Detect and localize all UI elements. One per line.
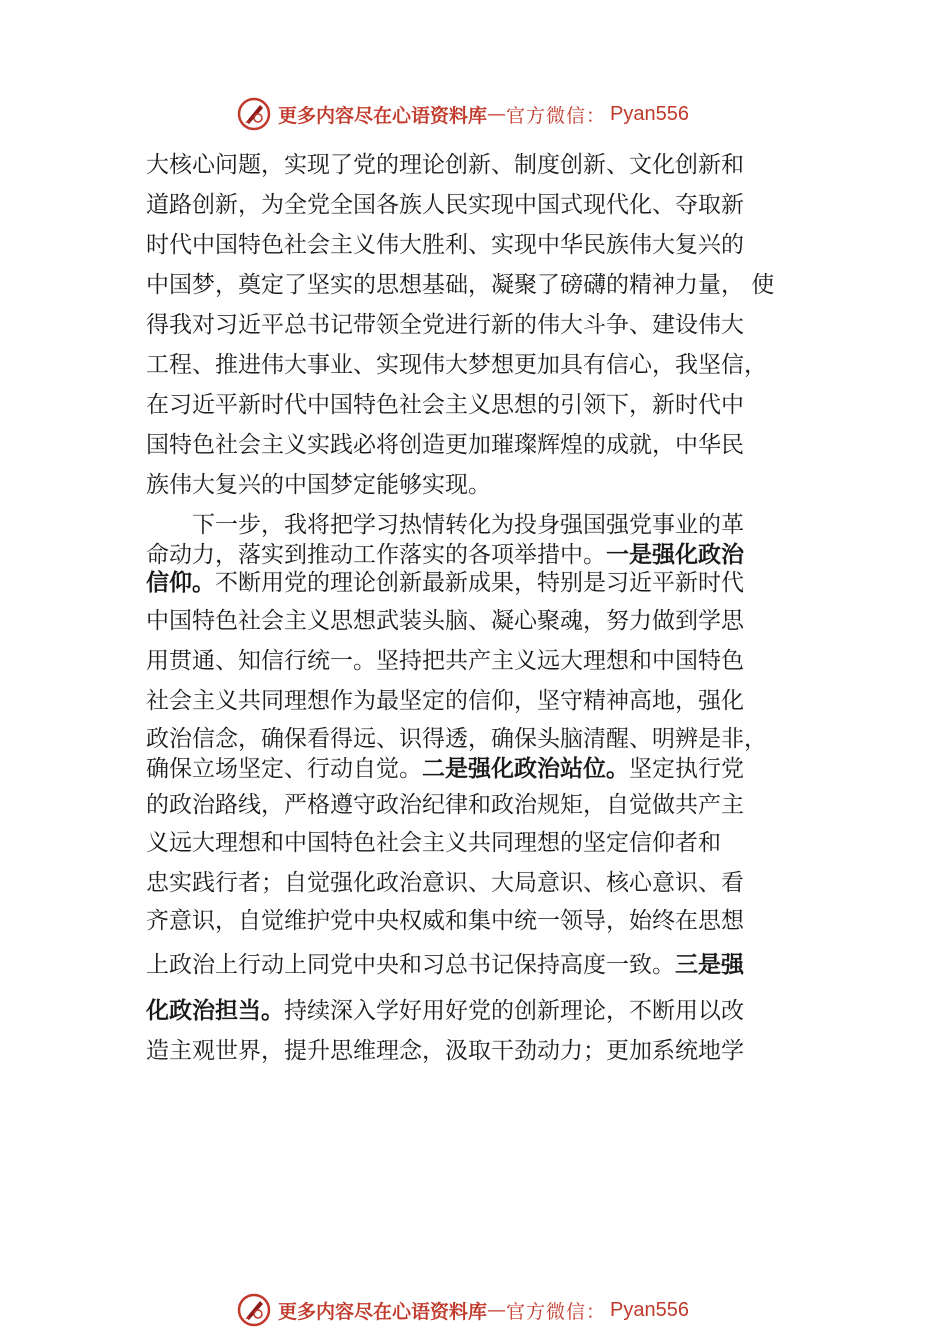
body-line-text: 用贯通、知信行统一。坚持把共产主义远大理想和中国特色 — [146, 648, 744, 674]
body-line-text: 上政治上行动上同党中央和习总书记保持高度一致。 — [146, 952, 675, 978]
body-line-text: 中国梦，奠定了坚实的思想基础，凝聚了磅礴的精神力量， 使 — [146, 272, 775, 298]
header-brand-text: 更多内容尽在心语资料库 — [278, 104, 488, 127]
footer-separator: — — [487, 1299, 507, 1321]
body-line — [146, 430, 744, 460]
body-line — [146, 470, 491, 500]
header-wechat-label: 官方微信： — [506, 104, 607, 127]
body-line-text: 不断用党的理论创新最新成果，特别是习近平新时代 — [215, 570, 744, 596]
header-separator: — — [487, 103, 507, 125]
body-line-text: 大核心问题，实现了党的理论创新、制度创新、文化创新和 — [146, 152, 744, 178]
body-line-text: 命动力，落实到推动工作落实的各项举措中。 — [146, 542, 606, 568]
body-line — [146, 350, 767, 380]
header-wechat-handle: Pyan556 — [610, 102, 689, 125]
body-line-text: 社会主义共同理想作为最坚定的信仰，坚守精神高地，强化 — [146, 688, 744, 714]
pen-nib-logo-icon — [236, 96, 272, 132]
body-line — [146, 950, 744, 980]
body-line-text: 忠实践行者；自觉强化政治意识、大局意识、核心意识、看 — [146, 870, 744, 896]
body-line-text: 族伟大复兴的中国梦定能够实现。 — [146, 472, 491, 498]
footer-banner — [236, 1290, 736, 1330]
body-line — [146, 230, 744, 260]
footer-brand-text: 更多内容尽在心语资料库 — [278, 1300, 488, 1323]
body-line-text: 时代中国特色社会主义伟大胜利、实现中华民族伟大复兴的 — [146, 232, 744, 258]
footer-wechat-label: 官方微信： — [506, 1300, 607, 1323]
body-line — [146, 510, 744, 540]
body-line — [146, 724, 767, 754]
header-banner — [236, 94, 736, 134]
body-line — [146, 906, 744, 936]
body-line-text: 政治信念，确保看得远、识得透，确保头脑清醒、明辨是非， — [146, 726, 767, 752]
body-line — [146, 540, 744, 570]
body-line-text: 齐意识，自觉维护党中央权威和集中统一领导，始终在思想 — [146, 908, 744, 934]
body-line-text: 确保立场坚定、行动自觉。 — [146, 756, 422, 782]
body-line-emphasis: 二是强化政治站位。 — [422, 756, 629, 782]
body-line — [146, 828, 721, 858]
body-line-text: 坚定执行党 — [629, 756, 744, 782]
body-line — [146, 790, 744, 820]
body-line — [146, 1036, 744, 1066]
body-line-text: 下一步，我将把学习热情转化为投身强国强党事业的革 — [146, 512, 744, 538]
body-line — [146, 310, 744, 340]
body-line-text: 道路创新，为全党全国各族人民实现中国式现代化、夺取新 — [146, 192, 744, 218]
body-line — [146, 568, 744, 598]
body-line — [146, 754, 744, 784]
body-line — [146, 686, 744, 716]
body-line-emphasis: 一是强化政治 — [606, 542, 744, 568]
body-line — [146, 150, 744, 180]
pen-nib-logo-icon — [236, 1292, 272, 1328]
body-line-emphasis: 信仰。 — [146, 570, 215, 596]
footer-wechat-handle: Pyan556 — [610, 1298, 689, 1321]
body-line — [146, 270, 774, 300]
body-line-text: 义远大理想和中国特色社会主义共同理想的坚定信仰者和 — [146, 830, 721, 856]
body-line-text: 国特色社会主义实践必将创造更加璀璨辉煌的成就，中华民 — [146, 432, 744, 458]
body-line-text: 工程、推进伟大事业、实现伟大梦想更加具有信心，我坚信， — [146, 352, 767, 378]
body-line-text: 的政治路线，严格遵守政治纪律和政治规矩，自觉做共产主 — [146, 792, 744, 818]
body-line-emphasis: 化政治担当。 — [146, 998, 284, 1024]
body-line — [146, 190, 744, 220]
body-line — [146, 606, 744, 636]
body-line-emphasis: 三是强 — [675, 952, 744, 978]
body-line-text: 持续深入学好用好党的创新理论，不断用以改 — [284, 998, 744, 1024]
body-line — [146, 390, 744, 420]
body-line — [146, 996, 744, 1026]
body-line — [146, 868, 744, 898]
body-line-text: 得我对习近平总书记带领全党进行新的伟大斗争、建设伟大 — [146, 312, 744, 338]
body-line-text: 造主观世界，提升思维理念，汲取干劲动力；更加系统地学 — [146, 1038, 744, 1064]
body-line-text: 在习近平新时代中国特色社会主义思想的引领下，新时代中 — [146, 392, 744, 418]
body-line-text: 中国特色社会主义思想武装头脑、凝心聚魂，努力做到学思 — [146, 608, 744, 634]
body-line — [146, 646, 744, 676]
